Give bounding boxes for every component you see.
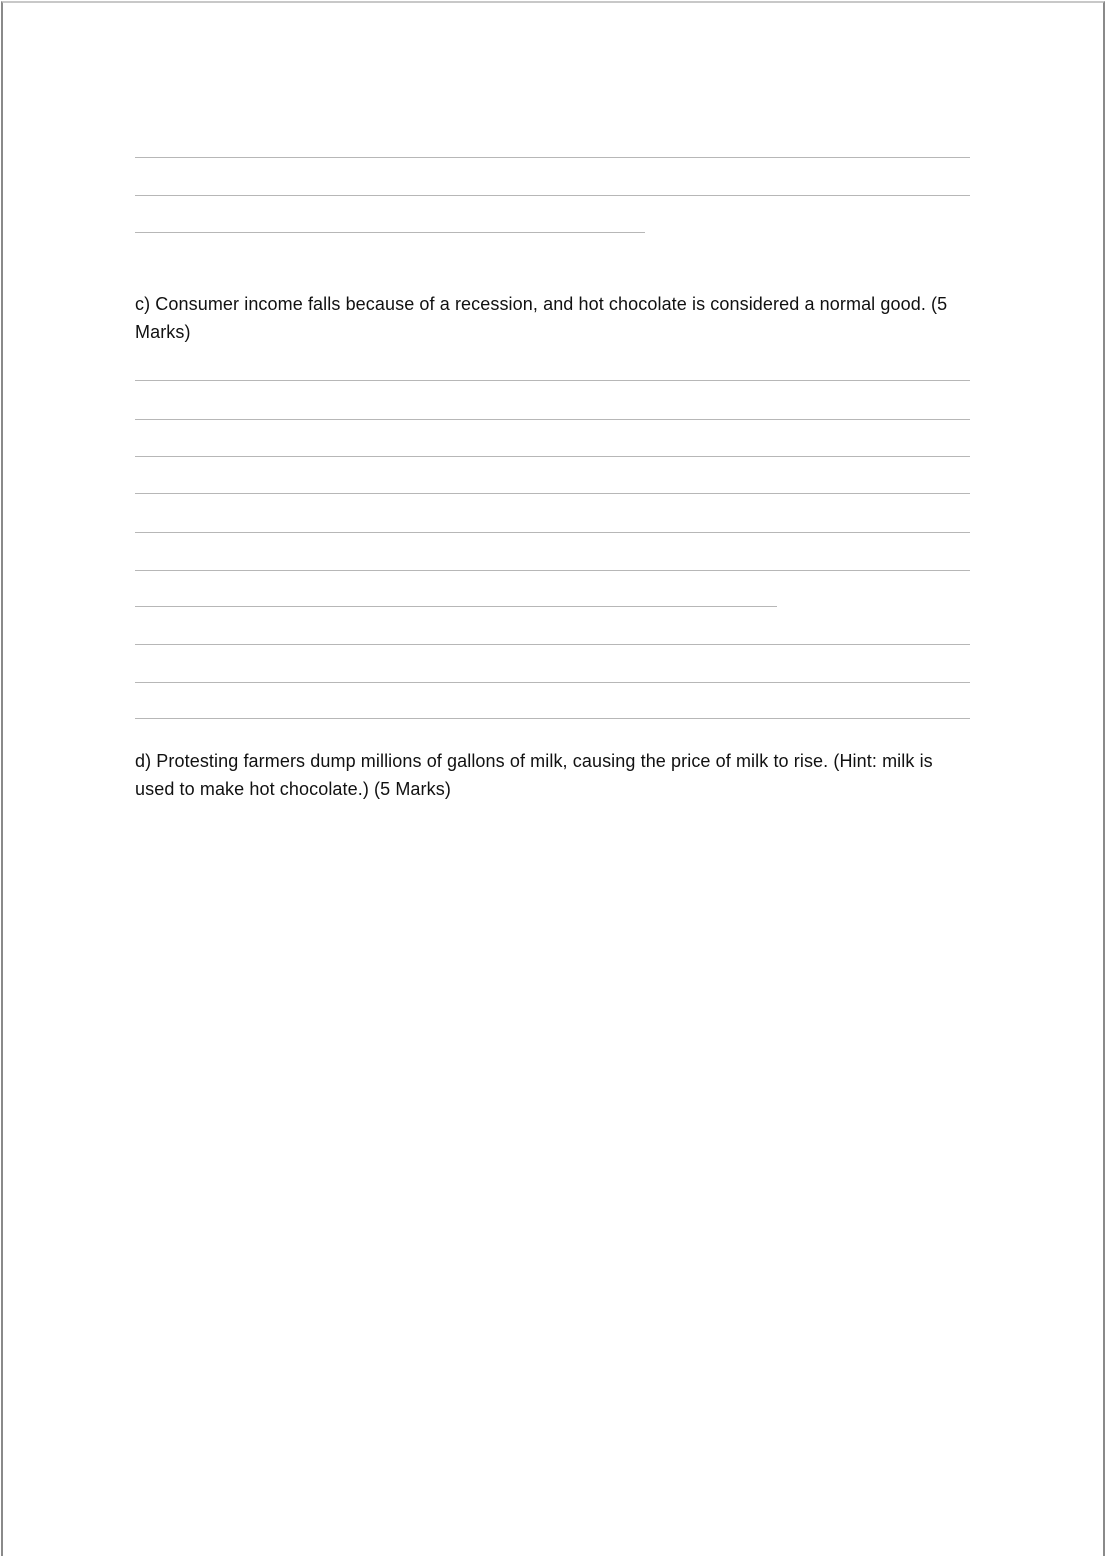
- answer-line: [135, 157, 970, 158]
- question-d-line-1: d) Protesting farmers dump millions of gallons of milk, causing the price of milk to rise. (Hint: milk is: [135, 751, 933, 771]
- answer-line: [135, 380, 970, 381]
- answer-line: [135, 232, 645, 233]
- answer-line: [135, 493, 970, 494]
- answer-line: [135, 682, 970, 683]
- answer-line: [135, 606, 777, 607]
- answer-line: [135, 195, 970, 196]
- question-d-line-2: used to make hot chocolate.) (5 Marks): [135, 779, 451, 799]
- question-c-line-2: Marks): [135, 322, 191, 342]
- answer-line: [135, 570, 970, 571]
- answer-line: [135, 419, 970, 420]
- answer-line: [135, 532, 970, 533]
- answer-line: [135, 644, 970, 645]
- answer-line: [135, 456, 970, 457]
- question-d: [135, 747, 980, 803]
- answer-line: [135, 718, 970, 719]
- question-c: [135, 290, 980, 346]
- question-c-line-1: c) Consumer income falls because of a recession, and hot chocolate is considered a normal good. (5: [135, 294, 948, 314]
